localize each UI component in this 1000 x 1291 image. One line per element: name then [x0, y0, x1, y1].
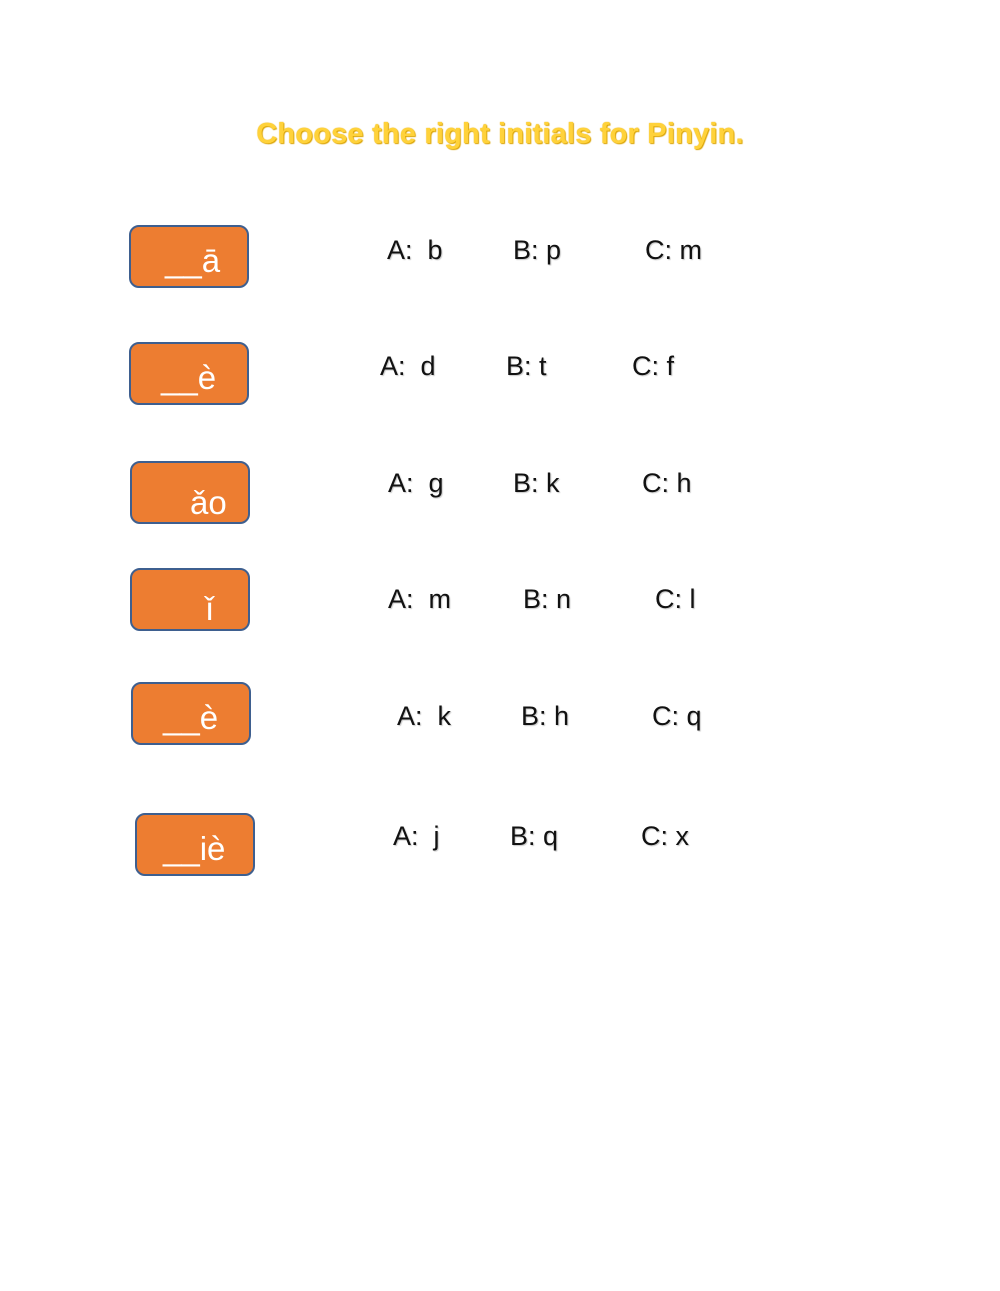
syllable-text: ǎo: [190, 484, 227, 521]
syllable-text: __è: [161, 359, 217, 396]
syllable-tile-4[interactable]: [130, 568, 250, 631]
syllable-text: __è: [163, 699, 219, 736]
option-c[interactable]: C: h: [642, 468, 692, 498]
syllable-tile-3[interactable]: [130, 461, 250, 524]
syllable-tile-6[interactable]: [135, 813, 255, 876]
option-b[interactable]: B: t: [506, 351, 547, 381]
option-b[interactable]: B: n: [523, 584, 572, 614]
option-b[interactable]: B: q: [510, 821, 559, 851]
option-b[interactable]: B: h: [521, 701, 570, 731]
option-b[interactable]: B: p: [513, 235, 562, 265]
syllable-tile-5[interactable]: [131, 682, 251, 745]
option-a[interactable]: A: m: [388, 584, 452, 614]
option-a[interactable]: A: d: [380, 351, 436, 381]
syllable-tile-2[interactable]: [129, 342, 249, 405]
option-a[interactable]: A: g: [388, 468, 444, 498]
page-title: Choose the right initials for Pinyin.: [256, 118, 744, 150]
option-a[interactable]: A: j: [393, 821, 440, 851]
syllable-text: __ā: [165, 242, 221, 279]
option-c[interactable]: C: x: [641, 821, 690, 851]
option-c[interactable]: C: l: [655, 584, 696, 614]
option-b[interactable]: B: k: [513, 468, 560, 498]
option-c[interactable]: C: f: [632, 351, 675, 381]
syllable-tile-1[interactable]: [129, 225, 249, 288]
option-c[interactable]: C: m: [645, 235, 702, 265]
option-a[interactable]: A: b: [387, 235, 443, 265]
option-a[interactable]: A: k: [397, 701, 452, 731]
option-c[interactable]: C: q: [652, 701, 702, 731]
syllable-text: ǐ: [206, 590, 214, 627]
syllable-text: __iè: [163, 830, 226, 867]
